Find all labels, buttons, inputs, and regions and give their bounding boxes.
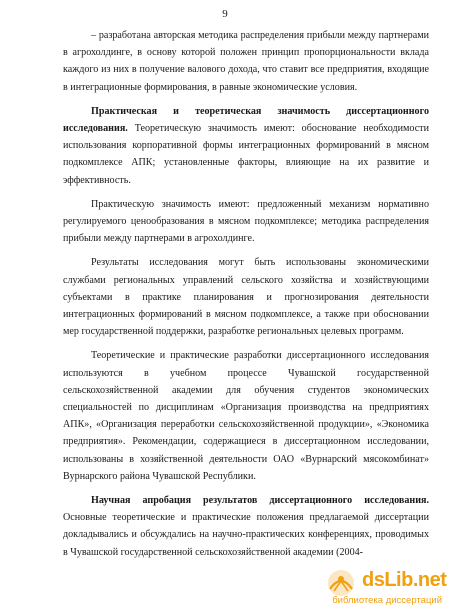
paragraph-methodology: [63, 27, 429, 96]
paragraph-implementation: [63, 347, 429, 485]
document-body: [63, 27, 429, 568]
paragraph-significance: [63, 103, 429, 189]
paragraph-text: Теоретическую значимость имеют: обоснование необходимости использования корпоративной формы интеграционных формирований в мясном подкомплексе АПК; установленные факторы, влияющие на их развитие и эффективность.: [63, 123, 429, 186]
paragraph-text: Практическую значимость имеют: предложенный механизм нормативно регулируемого ценообразования в мясном подкомплексе; методика распределения прибыли между партнерами в агрохолдинге.: [63, 198, 429, 245]
page-number: 9: [222, 8, 228, 20]
paragraph-text: Основные теоретические и практические положения предлагаемой диссертации докладывались и обсуждались на научно-практических конференциях, проводимых в Чувашской государственной сельскохозяйственной академии (2004-: [63, 512, 429, 558]
section-heading-significance: Практическая и теоретическая значимость диссертационного исследования.: [63, 105, 429, 135]
watermark-brand: dsLib.net: [362, 569, 447, 591]
watermark-tagline: библиотека диссертаций: [332, 595, 442, 606]
paragraph-approbation: [63, 492, 429, 561]
section-heading-approbation: Научная апробация результатов диссертационного исследования.: [91, 495, 429, 507]
paragraph-text: – разработана авторская методика распределения прибыли между партнерами в агрохолдинге, в основу которой положен принцип пропорциональности вклада каждого из них в получение валового дохода, что ставит все предприятия, входящие в интеграционные формирования, в равные экономические условия.: [63, 30, 429, 93]
dslib-watermark: [322, 567, 447, 607]
paragraph-practical: [63, 196, 429, 248]
paragraph-results-usage: [63, 254, 429, 340]
paragraph-text: Теоретические и практические разработки диссертационного исследования используются в учебном процессе Чувашской государственной сельскохозяйственной академии для обучения студентов экономических специальностей по дисциплинам «Организация производства на предприятиях АПК», «Организация переработки сельскохозяйственной продукции», «Экономика предприятия». Рекомендации, содержащиеся в диссертационном исследовании, использованы в хозяйственной деятельности ОАО «Вурнарский мясокомбинат» Вурнарского района Чувашской Республики.: [63, 350, 429, 482]
paragraph-text: Результаты исследования могут быть использованы экономическими службами региональных управлений сельского хозяйства и хозяйствующими субъектами в практике планирования и прогнозирования деятельности интеграционных формирований в мясном подкомплексе, а также при обосновании мер государственной поддержки, разработке региональных целевых программ.: [63, 257, 429, 338]
